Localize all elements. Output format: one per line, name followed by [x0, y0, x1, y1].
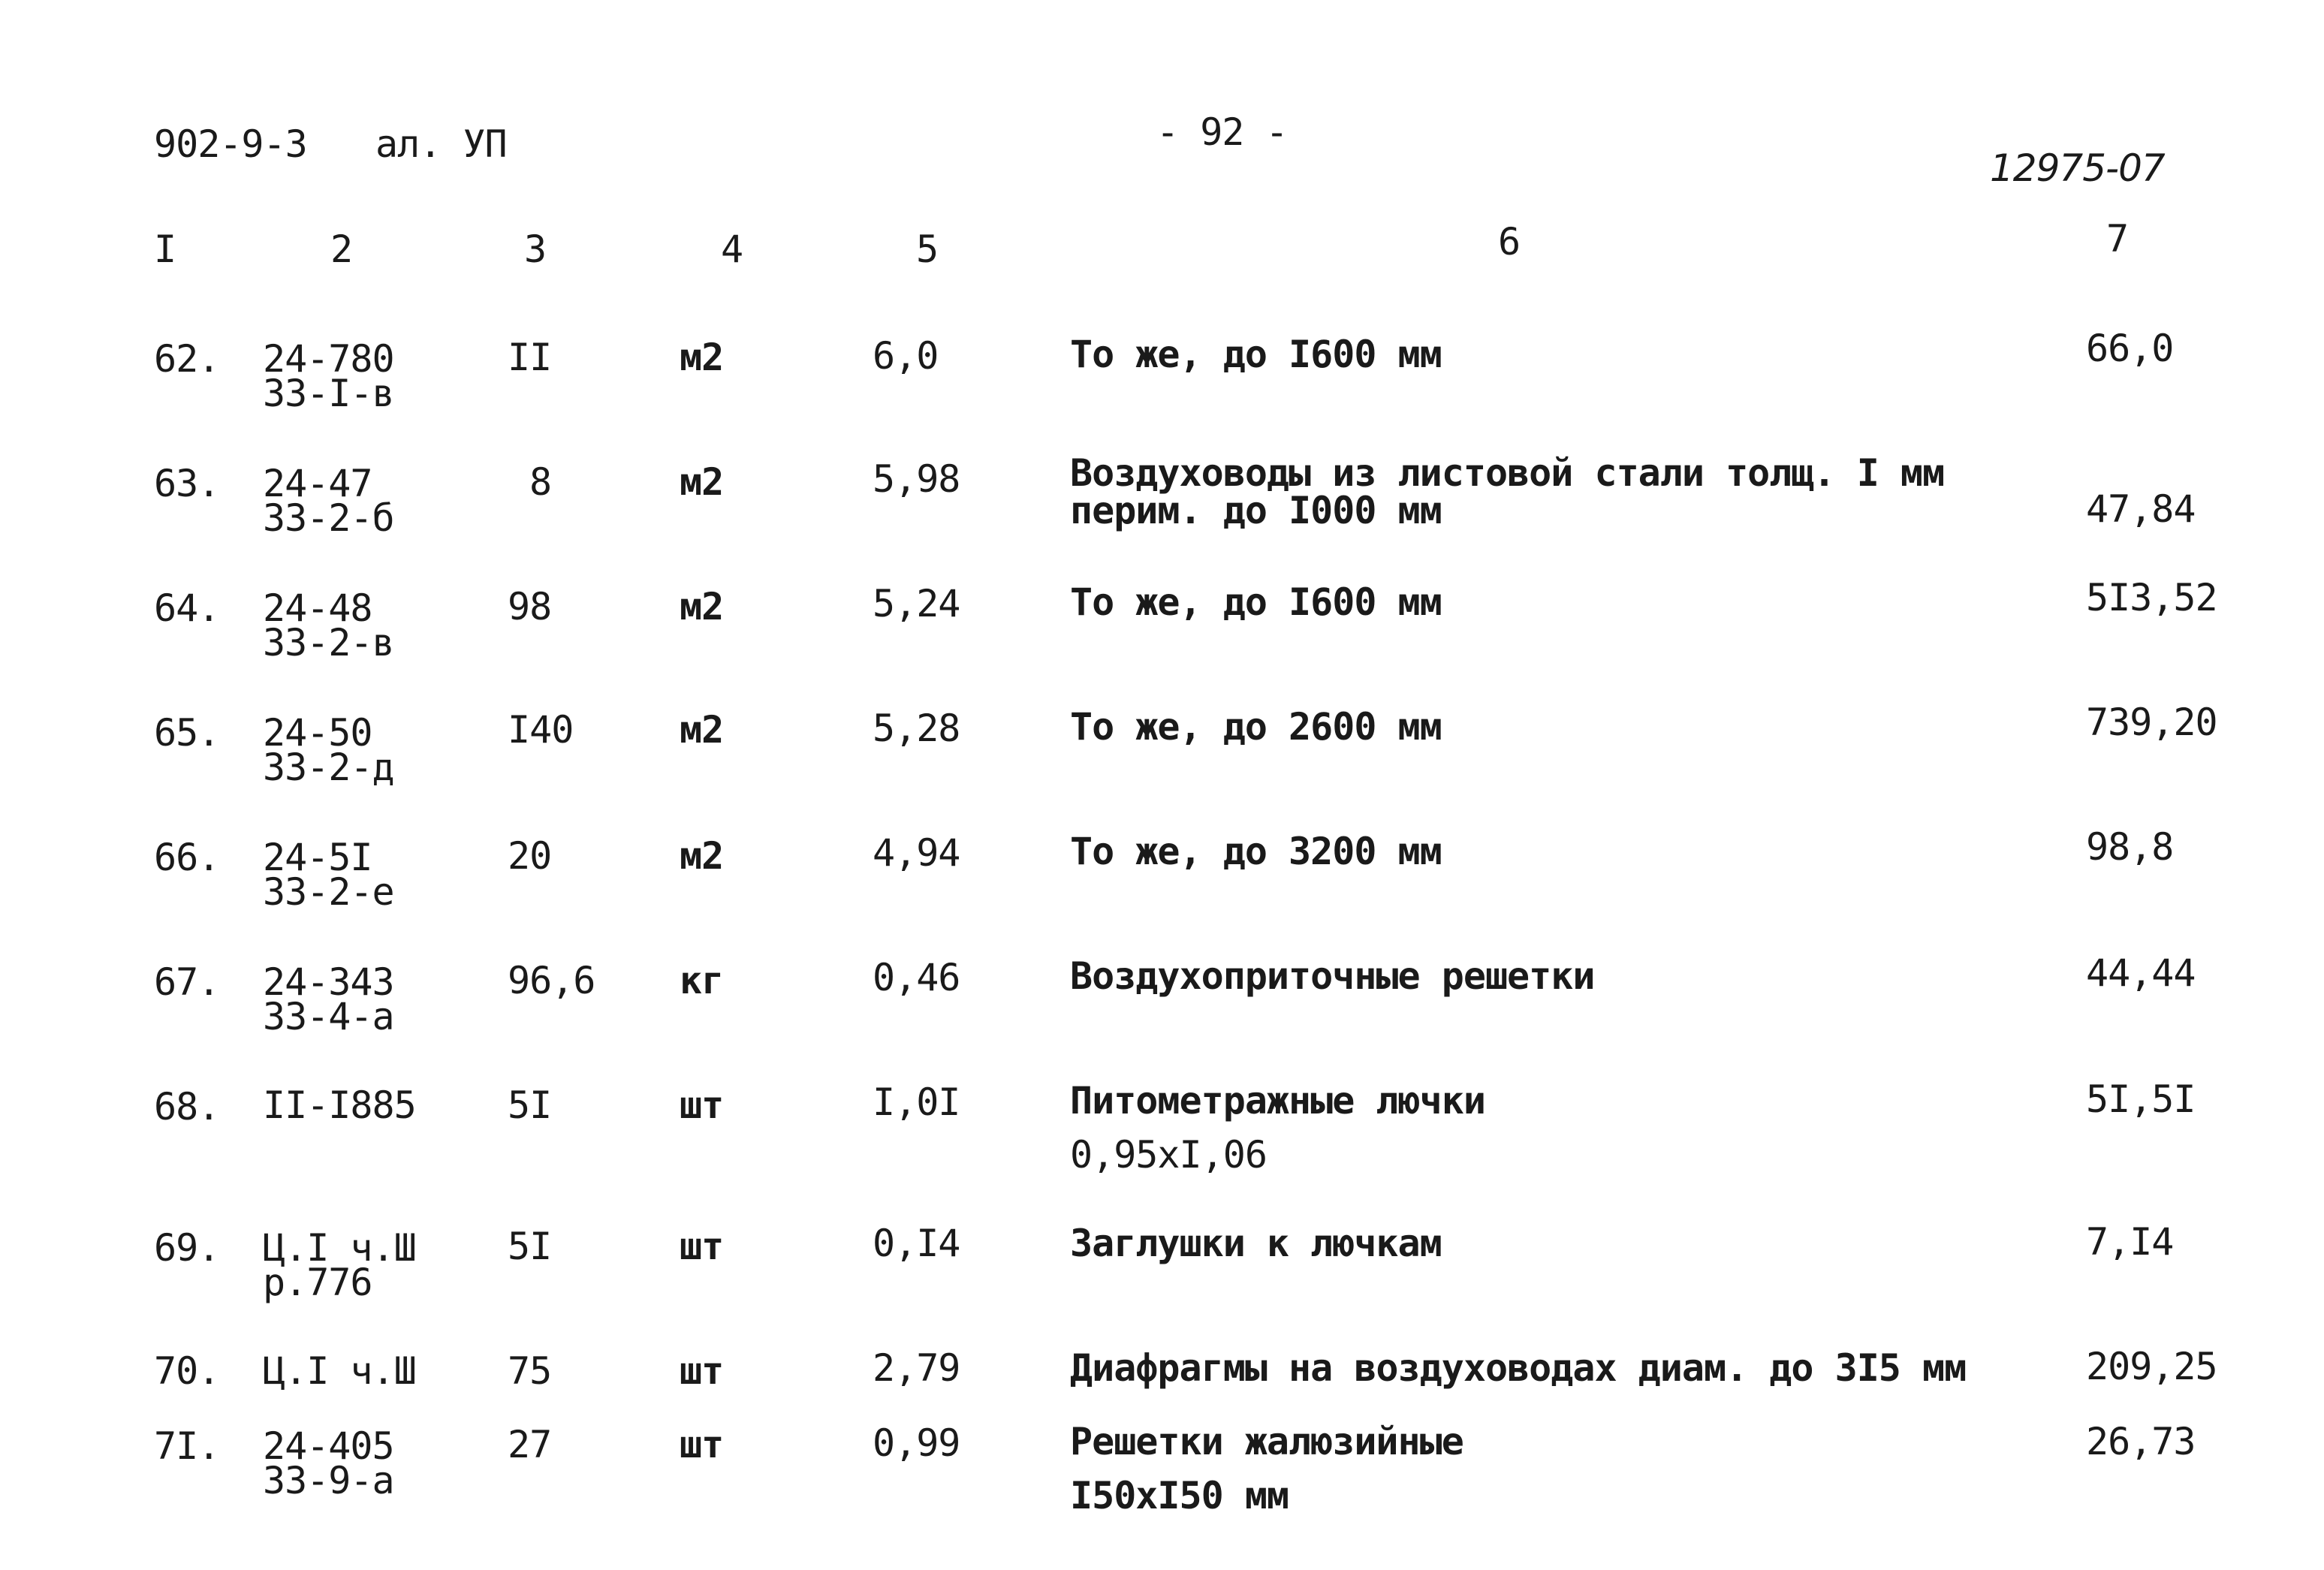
- row-code-secondary: 33-2-в: [263, 621, 394, 664]
- row-quantity: I40: [508, 708, 574, 752]
- row-number: 68.: [154, 1085, 220, 1129]
- row-code-secondary: 33-2-д: [263, 746, 394, 789]
- row-price: 4,94: [873, 831, 960, 875]
- row-code: 24-47: [263, 462, 372, 505]
- row-unit: м2: [680, 336, 724, 379]
- row-total: 209,25: [2086, 1345, 2217, 1388]
- row-number: 69.: [154, 1226, 220, 1270]
- row-unit: м2: [680, 585, 724, 628]
- album-label: ал. УП: [375, 122, 507, 166]
- column-header-7: 7: [2106, 217, 2129, 261]
- row-code-secondary: 33-I-в: [263, 372, 394, 415]
- row-description: Заглушки к лючкам: [1070, 1222, 1442, 1265]
- row-description: То же, до 2600 мм: [1070, 705, 1442, 749]
- row-code-secondary: р.776: [263, 1261, 372, 1304]
- row-price: 0,99: [873, 1421, 960, 1465]
- row-total: 5I3,52: [2086, 576, 2217, 619]
- row-unit: шт: [680, 1349, 724, 1393]
- row-quantity: II: [508, 336, 552, 379]
- row-description-secondary: 0,95xI,06: [1070, 1133, 1267, 1177]
- row-quantity: 27: [508, 1423, 552, 1466]
- row-unit: кг: [680, 959, 724, 1002]
- column-header-4: 4: [721, 228, 743, 271]
- page-number: - 92 -: [1156, 110, 1288, 154]
- row-code-secondary: 33-2-е: [263, 870, 394, 914]
- column-header-3: 3: [524, 228, 547, 271]
- row-description: Питометражные лючки: [1070, 1079, 1485, 1123]
- row-code: Ц.I ч.Ш: [263, 1226, 416, 1270]
- row-code: 24-48: [263, 586, 372, 630]
- row-number: 7I.: [154, 1424, 220, 1468]
- row-code-secondary: 33-4-а: [263, 995, 394, 1038]
- row-description: Диафрагмы на воздуховодах диам. до 3I5 мм: [1070, 1346, 1967, 1390]
- row-quantity: 20: [508, 834, 552, 878]
- column-header-5: 5: [916, 228, 939, 271]
- row-code: 24-343: [263, 960, 394, 1004]
- row-price: 0,I4: [873, 1222, 960, 1265]
- row-description: Воздуховоды из листовой стали толщ. I мм: [1070, 451, 1945, 495]
- row-code-secondary: 33-2-б: [263, 496, 394, 540]
- row-quantity: 96,6: [508, 959, 595, 1002]
- row-unit: шт: [680, 1225, 724, 1268]
- row-unit: м2: [680, 460, 724, 504]
- row-total: 26,73: [2086, 1420, 2196, 1463]
- row-description: То же, до 3200 мм: [1070, 830, 1442, 873]
- row-quantity: 5I: [508, 1083, 552, 1127]
- row-quantity: 8: [529, 460, 552, 504]
- row-unit: шт: [680, 1423, 724, 1466]
- archive-stamp: 12975-07: [1990, 146, 2165, 190]
- row-price: 2,79: [873, 1346, 960, 1390]
- row-description-secondary: I50xI50 мм: [1070, 1474, 1289, 1517]
- row-code: 24-405: [263, 1424, 394, 1468]
- row-number: 64.: [154, 586, 220, 630]
- row-number: 70.: [154, 1349, 220, 1393]
- row-description: То же, до I600 мм: [1070, 580, 1442, 624]
- row-total: 5I,5I: [2086, 1077, 2196, 1121]
- row-quantity: 98: [508, 585, 552, 628]
- row-description-secondary: перим. до I000 мм: [1070, 489, 1442, 532]
- row-code-secondary: 33-9-а: [263, 1459, 394, 1502]
- row-quantity: 5I: [508, 1225, 552, 1268]
- row-price: 5,98: [873, 457, 960, 501]
- row-number: 67.: [154, 960, 220, 1004]
- column-header-2: 2: [330, 228, 353, 271]
- column-header-6: 6: [1498, 220, 1521, 264]
- row-price: 5,28: [873, 707, 960, 750]
- row-number: 63.: [154, 462, 220, 505]
- row-total: 739,20: [2086, 701, 2217, 744]
- row-description: То же, до I600 мм: [1070, 333, 1442, 376]
- row-total: 98,8: [2086, 825, 2174, 869]
- row-quantity: 75: [508, 1349, 552, 1393]
- column-header-1: I: [154, 228, 176, 271]
- row-total: 47,84: [2086, 487, 2196, 531]
- row-code: II-I885: [263, 1083, 416, 1127]
- row-price: 6,0: [873, 334, 939, 378]
- row-total: 66,0: [2086, 327, 2174, 370]
- row-number: 65.: [154, 711, 220, 755]
- row-price: 5,24: [873, 582, 960, 625]
- row-unit: м2: [680, 708, 724, 752]
- row-unit: м2: [680, 834, 724, 878]
- row-code: 24-50: [263, 711, 372, 755]
- row-number: 66.: [154, 836, 220, 879]
- row-description: Решетки жалюзийные: [1070, 1420, 1463, 1463]
- row-price: 0,46: [873, 956, 960, 999]
- row-unit: шт: [680, 1083, 724, 1127]
- row-number: 62.: [154, 337, 220, 381]
- row-price: I,0I: [873, 1080, 960, 1124]
- row-description: Воздухоприточные решетки: [1070, 954, 1595, 998]
- row-code: Ц.I ч.Ш: [263, 1349, 416, 1393]
- row-code: 24-5I: [263, 836, 372, 879]
- row-code: 24-780: [263, 337, 394, 381]
- row-total: 7,I4: [2086, 1220, 2174, 1264]
- document-code: 902-9-3: [154, 122, 307, 166]
- row-total: 44,44: [2086, 951, 2196, 995]
